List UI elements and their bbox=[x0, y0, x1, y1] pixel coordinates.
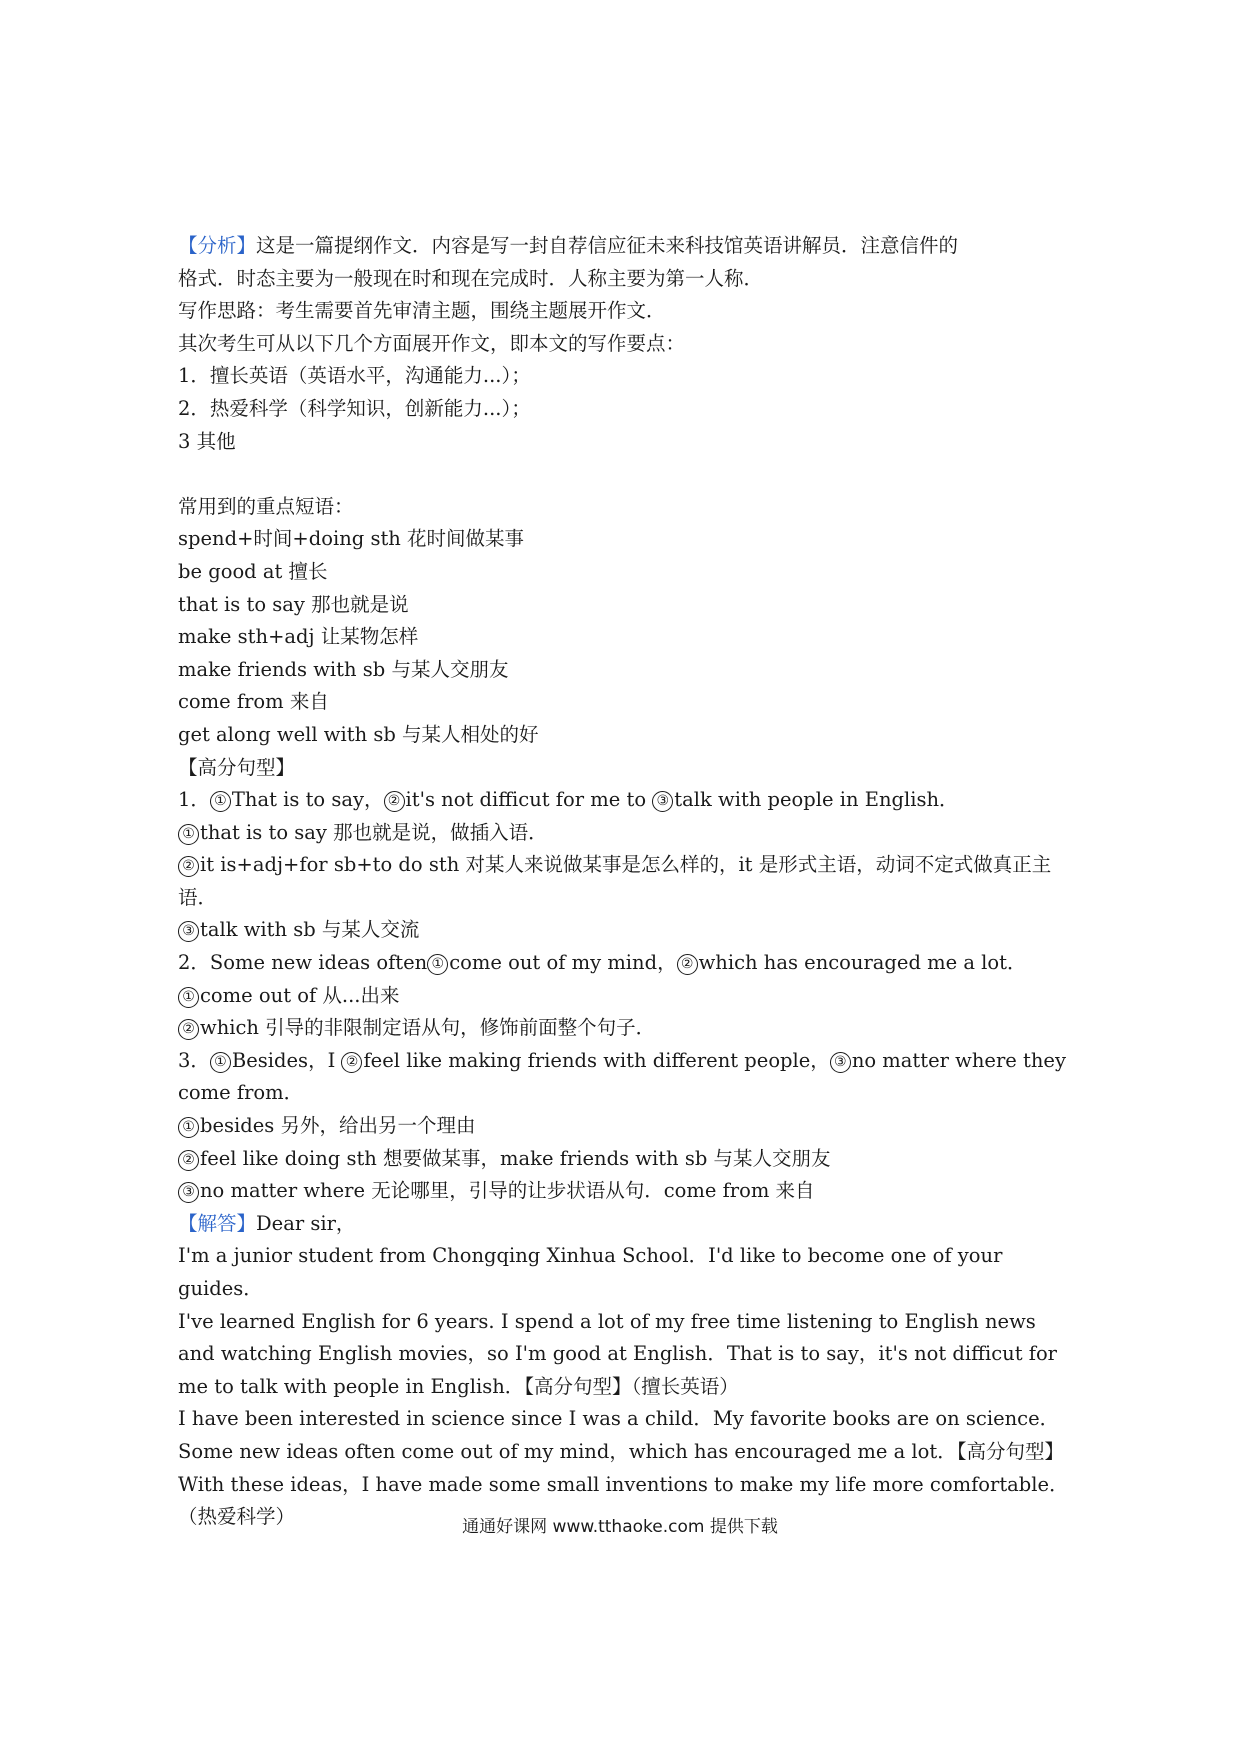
sentence-1-note-3: ③ talk with sb 与某人交流 bbox=[178, 914, 1073, 947]
circled-number: ② bbox=[384, 791, 405, 812]
sentence-3: 3． ① Besides，I ② feel like making friends with different people， ③ no matter where they come from． bbox=[178, 1048, 1066, 1105]
answer-paragraph-2: I've learned English for 6 years. I spend a lot of my free time listening to English news and watching English movies，so I'm good at English．That is to say，it's not difficut for me to talk with people in English．【高分句型】（擅长英语） bbox=[178, 1309, 1058, 1398]
analysis-point-3: 3 其他 bbox=[178, 429, 236, 453]
analysis-line-4: 其次考生可从以下几个方面展开作文，即本文的写作要点： bbox=[178, 331, 686, 355]
circled-number: ③ bbox=[178, 1182, 199, 1203]
answer-paragraph-3: I have been interested in science since I was a child．My favorite books are on science．Some new ideas often come out of my mind，which has encouraged me a lot．【高分句型】With these ideas，I have made some small inventions to make my life more comfortable．（热爱科学） bbox=[178, 1407, 1069, 1529]
circled-number: ③ bbox=[830, 1052, 851, 1073]
analysis-point-2: 2．热爱科学（科学知识，创新能力...）； bbox=[178, 396, 531, 420]
circled-number: ③ bbox=[178, 921, 199, 942]
analysis-line-3: 写作思路：考生需要首先审清主题，围绕主题展开作文． bbox=[178, 299, 666, 323]
circled-number: ① bbox=[427, 954, 448, 975]
phrase-item: be good at 擅长 bbox=[178, 559, 328, 583]
answer-paragraph-1: I'm a junior student from Chongqing Xinhua School．I'd like to become one of your guides． bbox=[178, 1244, 1003, 1300]
phrase-item: spend+时间+doing sth 花时间做某事 bbox=[178, 527, 525, 551]
answer-tag: 【解答】 bbox=[178, 1211, 257, 1235]
sentence-3-note-2: ② feel like doing sth 想要做某事，make friends with sb 与某人交朋友 bbox=[178, 1143, 1073, 1176]
circled-number: ② bbox=[178, 1019, 199, 1040]
sentence-2-note-2: ② which 引导的非限制定语从句，修饰前面整个句子． bbox=[178, 1012, 1073, 1045]
analysis-tag: 【分析】 bbox=[178, 234, 257, 257]
sentence-3-note-1: ① besides 另外，给出另一个理由 bbox=[178, 1110, 1073, 1143]
phrase-item: make sth+adj 让某物怎样 bbox=[178, 625, 419, 649]
circled-number: ② bbox=[677, 954, 698, 975]
circled-number: ② bbox=[341, 1052, 362, 1073]
circled-number: ② bbox=[178, 1150, 199, 1171]
document-body bbox=[178, 230, 1073, 1534]
phrases-heading: 常用到的重点短语： bbox=[178, 494, 354, 518]
circled-number: ② bbox=[178, 856, 199, 877]
spacer bbox=[178, 458, 1073, 491]
sentences-heading: 【高分句型】 bbox=[178, 755, 296, 779]
circled-number: ① bbox=[210, 1052, 231, 1073]
sentence-1: 1． ① That is to say， ② it's not difficut for me to ③ talk with people in English． bbox=[178, 788, 959, 812]
sentence-2-note-1: ① come out of 从...出来 bbox=[178, 980, 1073, 1013]
sentence-3-note-3: ③ no matter where 无论哪里，引导的让步状语从句．come from 来自 bbox=[178, 1175, 1073, 1208]
circled-number: ③ bbox=[652, 791, 673, 812]
answer-greeting: 【解答】Dear sir， bbox=[178, 1211, 356, 1235]
circled-number: ① bbox=[178, 824, 199, 845]
phrase-item: make friends with sb 与某人交朋友 bbox=[178, 657, 509, 681]
circled-number: ① bbox=[178, 987, 199, 1008]
circled-number: ① bbox=[210, 791, 231, 812]
phrase-item: get along well with sb 与某人相处的好 bbox=[178, 722, 539, 746]
analysis-line-2: 格式．时态主要为一般现在时和现在完成时．人称主要为第一人称． bbox=[178, 266, 764, 290]
page-footer: 通通好课网 www.tthaoke.com 提供下载 bbox=[462, 1517, 778, 1537]
analysis-line-1: 【分析】这是一篇提纲作文．内容是写一封自荐信应征未来科技馆英语讲解员．注意信件的 bbox=[178, 234, 959, 257]
analysis-point-1: 1．擅长英语（英语水平，沟通能力...）； bbox=[178, 364, 531, 388]
sentence-1-note-2: ② it is+adj+for sb+to do sth 对某人来说做某事是怎么样的，it 是形式主语，动词不定式做真正主语． bbox=[178, 853, 1052, 909]
circled-number: ① bbox=[178, 1117, 199, 1138]
sentence-2: 2．Some new ideas often ① come out of my mind， ② which has encouraged me a lot． bbox=[178, 951, 1027, 975]
phrase-item: come from 来自 bbox=[178, 690, 329, 714]
phrase-item: that is to say 那也就是说 bbox=[178, 592, 409, 616]
sentence-1-note-1: ① that is to say 那也就是说，做插入语． bbox=[178, 817, 1073, 850]
